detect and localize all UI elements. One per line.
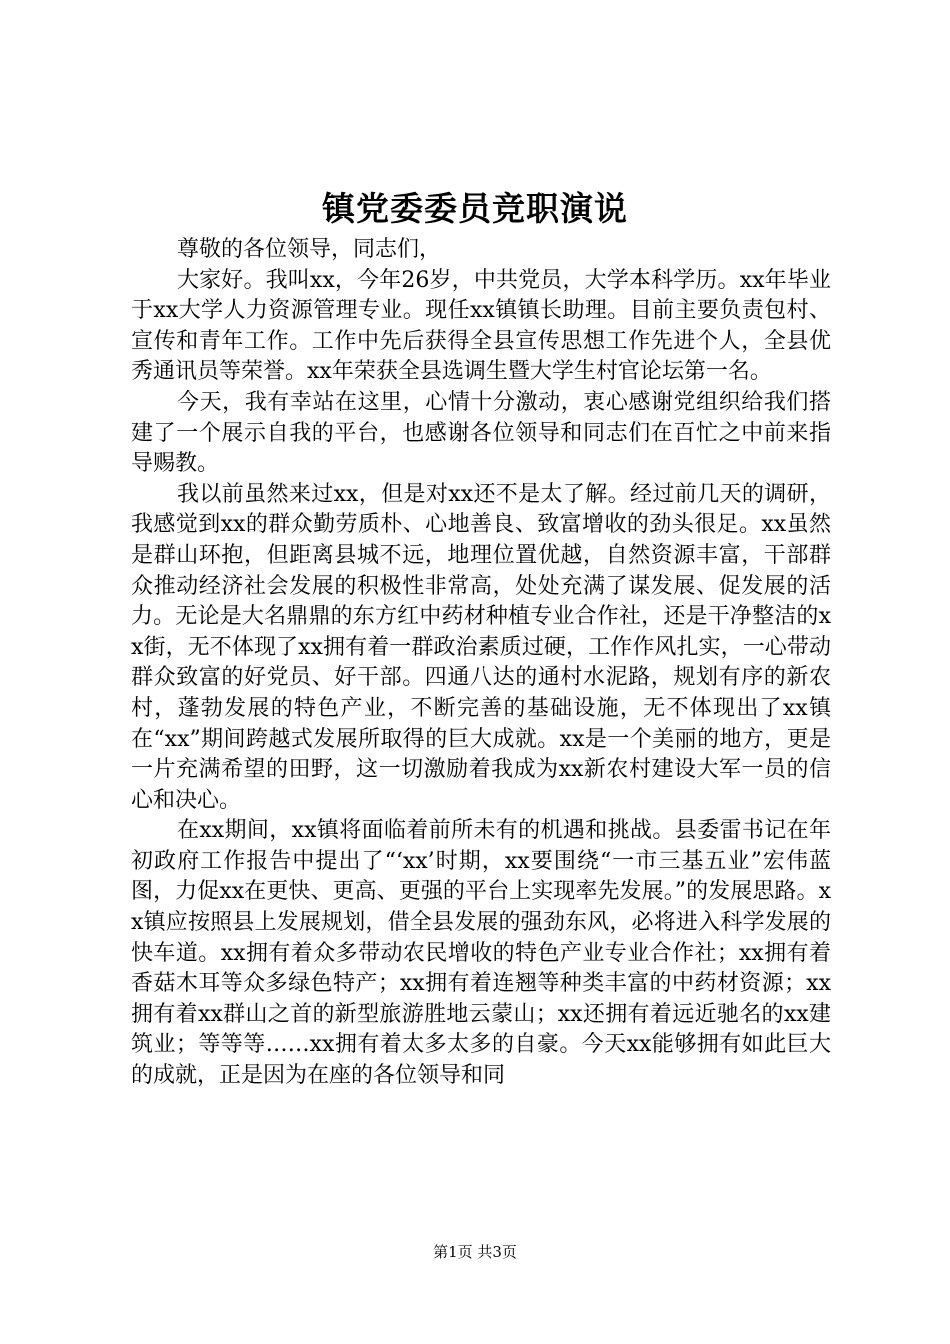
paragraph-self-introduction: 大家好。我叫xx，今年26岁，中共党员，大学本科学历。xx年毕业于xx大学人力资源管理专业。现任xx镇镇长助理。目前主要负责包村、宣传和青年工作。工作中先后获得全县宣传思想工作先进个人，全县优秀通讯员等荣誉。xx年荣获全县选调生暨大学生村官论坛第一名。 [131,267,831,385]
page-number-footer: 第1页 共3页 [433,1243,517,1261]
paragraph-town-impressions: 我以前虽然来过xx，但是对xx还不是太了解。经过前几天的调研，我感觉到xx的群众勤劳质朴、心地善良、致富增收的劲头很足。xx虽然是群山环抱，但距离县城不远，地理位置优越，自然资源丰富，干部群众推动经济社会发展的积极性非常高，处处充满了谋发展、促发展的活力。无论是大名鼎鼎的东方红中药材种植专业合作社，还是干净整洁的xx街，无不体现了xx拥有着一群政治素质过硬，工作作风扎实，一心带动群众致富的好党员、好干部。四通八达的通村水泥路，规划有序的新农村，蓬勃发展的特色产业，不断完善的基础设施，无不体现出了xx镇在“xx”期间跨越式发展所取得的巨大成就。xx是一个美丽的地方，更是一片充满希望的田野，这一切激励着我成为xx新农村建设大军一员的信心和决心。 [131,481,831,813]
paragraph-salutation: 尊敬的各位领导，同志们， [177,237,442,262]
document-title: 镇党委委员竞职演说 [322,189,628,228]
paragraph-gratitude: 今天，我有幸站在这里，心情十分激动，衷心感谢党组织给我们搭建了一个展示自我的平台，也感谢各位领导和同志们在百忙之中前来指导赐教。 [131,389,831,477]
paragraph-opportunities: 在xx期间，xx镇将面临着前所未有的机遇和挑战。县委雷书记在年初政府工作报告中提出了“‘xx’时期，xx要围绕“一市三基五业”宏伟蓝图，力促xx在更快、更高、更强的平台上实现率先发展。”的发展思路。xx镇应按照县上发展规划，借全县发展的强劲东风，必将进入科学发展的快车道。xx拥有着众多带动农民增收的特色产业专业合作社；xx拥有着香菇木耳等众多绿色特产；xx拥有着连翘等种类丰富的中药材资源；xx拥有着xx群山之首的新型旅游胜地云蒙山；xx还拥有着远近驰名的xx建筑业；等等等……xx拥有着太多太多的自豪。今天xx能够拥有如此巨大的成就，正是因为在座的各位领导和同 [131,818,831,1089]
document-body [131,235,831,1092]
